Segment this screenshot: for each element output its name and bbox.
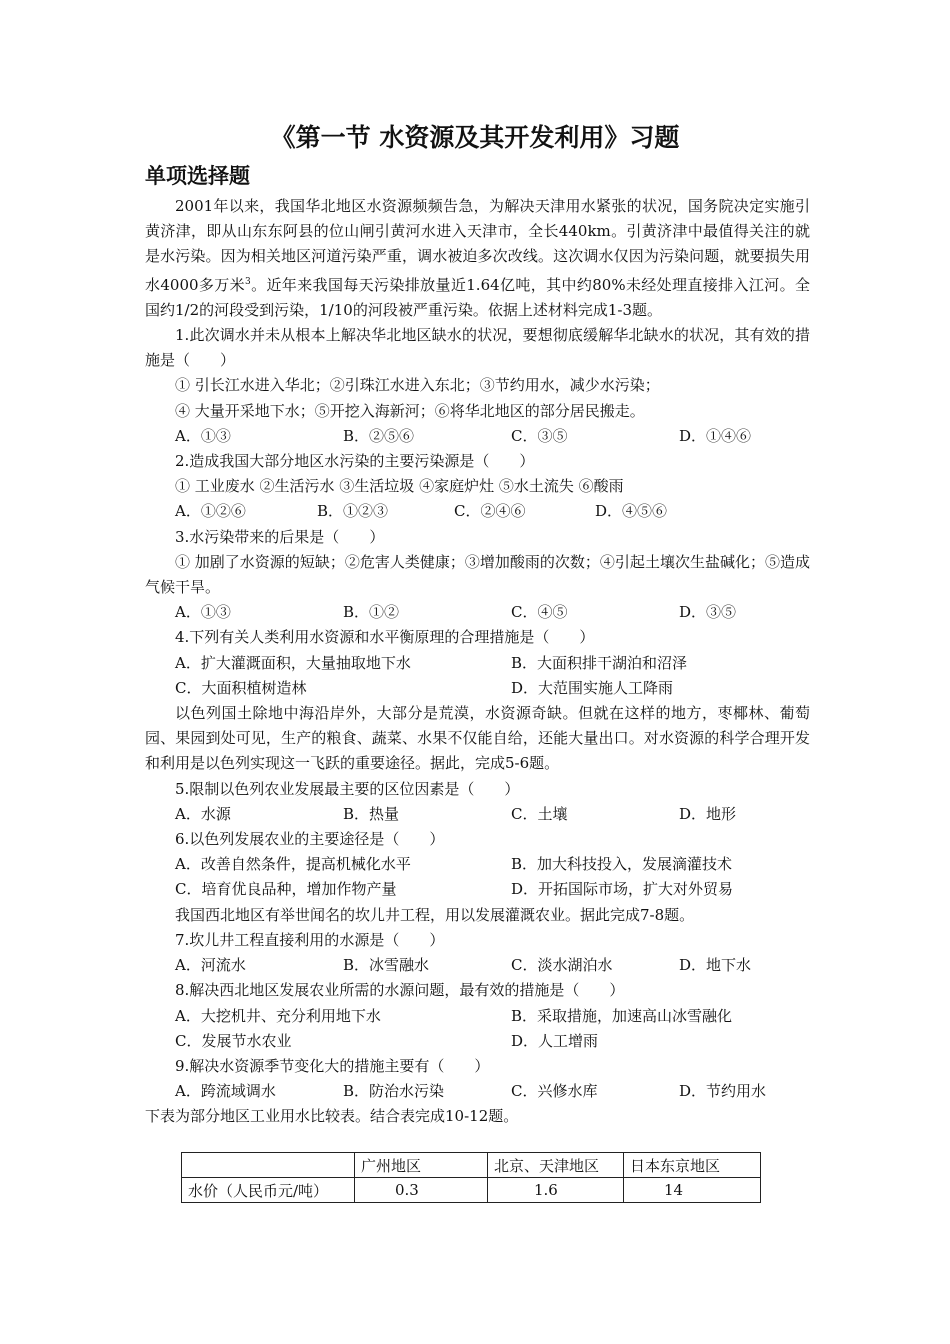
option-c: C．发展节水农业: [175, 1031, 292, 1050]
table-header-cell: 日本东京地区: [624, 1153, 761, 1178]
question-6-options: [145, 852, 810, 902]
option-a: A．水源: [175, 804, 231, 823]
option-b: B．采取措施，加速高山冰雪融化: [511, 1006, 733, 1025]
question-8-options: [145, 1004, 810, 1054]
table-header-cell: 北京、天津地区: [488, 1153, 624, 1178]
option-d: D．④⑤⑥: [595, 502, 668, 521]
table-cell: 0.3: [355, 1178, 488, 1203]
table-row: [182, 1178, 761, 1203]
question-4-stem: 4.下列有关人类利用水资源和水平衡原理的合理措施是（ ）: [175, 628, 595, 647]
question-1-stem: 1.此次调水并未从根本上解决华北地区缺水的状况，要想彻底缓解华北缺水的状况，其有效的措施是（ ）: [145, 326, 810, 370]
option-d: D．③⑤: [679, 603, 737, 622]
table-header-row: [182, 1153, 761, 1178]
option-a: A．改善自然条件，提高机械化水平: [175, 855, 411, 874]
option-b: B．②⑤⑥: [343, 426, 415, 445]
question-3-options: [145, 600, 810, 625]
question-9-options: [145, 1079, 810, 1104]
option-a: A．①③: [175, 603, 231, 622]
passage-2: 以色列国土除地中海沿岸外，大部分是荒漠，水资源奇缺。但就在这样的地方，枣椰林、葡萄园、果园到处可见，生产的粮食、蔬菜、水果不仅能自给，还能大量出口。对水资源的科学合理开发和利用是以色列实现这一飞跃的重要途径。据此，完成5-6题。: [145, 704, 810, 773]
question-1-item: ① 引长江水进入华北；②引珠江水进入东北；③节约用水，减少水污染；: [175, 376, 660, 395]
question-7-options: [145, 953, 810, 978]
option-a: A．河流水: [175, 956, 246, 975]
question-1-item: ④ 大量开采地下水；⑤开挖入海新河；⑥将华北地区的部分居民搬走。: [175, 401, 645, 420]
option-d: D．节约用水: [679, 1082, 767, 1101]
passage-1: 2001年以来，我国华北地区水资源频频告急，为解决天津用水紧张的状况，国务院决定实施引黄济津，即从山东东阿县的位山闸引黄河水进入天津市，全长440km。引黄济津中最值得关注的就是水污染。因为相关地区河道污染严重，调水被迫多次改线。这次调水仅因为污染问题，就要损失用水4000多万米$^3$。近年来我国每天污染排放量近1.64亿吨，其中约80%未经处理直接排入江河。全国约1/2的河段受到污染，1/10的河段被严重污染。依据上述材料完成1-3题。: [145, 197, 810, 319]
page-title: 《第一节 水资源及其开发利用》习题: [270, 123, 680, 152]
option-d: D．①④⑥: [679, 426, 752, 445]
question-7-stem: 7.坎儿井工程直接利用的水源是（ ）: [175, 930, 445, 949]
document-body: [145, 194, 810, 1130]
table-cell: 1.6: [488, 1178, 624, 1203]
option-d: D．地下水: [679, 956, 752, 975]
option-c: C．大面积植树造林: [175, 678, 307, 697]
question-5-stem: 5.限制以色列农业发展最主要的区位因素是（ ）: [175, 779, 520, 798]
option-d: D．大范围实施人工降雨: [511, 678, 674, 697]
water-price-table: [181, 1152, 761, 1203]
option-a: A．①③: [175, 426, 231, 445]
passage-3: 我国西北地区有举世闻名的坎儿井工程，用以发展灌溉农业。据此完成7-8题。: [175, 905, 695, 924]
option-d: D．人工增雨: [511, 1031, 599, 1050]
option-c: C．④⑤: [511, 603, 568, 622]
option-a: A．扩大灌溉面积，大量抽取地下水: [175, 653, 411, 672]
passage-4: 下表为部分地区工业用水比较表。结合表完成10-12题。: [145, 1107, 519, 1126]
option-c: C．土壤: [511, 804, 568, 823]
question-1-options: [145, 424, 810, 449]
option-a: A．①②⑥: [175, 502, 246, 521]
option-a: A．跨流域调水: [175, 1082, 276, 1101]
table-cell: 14: [624, 1178, 761, 1203]
option-c: C．③⑤: [511, 426, 568, 445]
option-b: B．大面积排干湖泊和沼泽: [511, 653, 688, 672]
option-b: B．①②: [343, 603, 400, 622]
option-d: D．地形: [679, 804, 737, 823]
option-a: A．大挖机井、充分利用地下水: [175, 1006, 381, 1025]
option-b: B．冰雪融水: [343, 956, 430, 975]
table-header-cell: 广州地区: [355, 1153, 488, 1178]
question-2-options: [145, 499, 810, 524]
question-5-options: [145, 802, 810, 827]
option-c: C．兴修水库: [511, 1082, 598, 1101]
question-2-item: ① 工业废水 ②生活污水 ③生活垃圾 ④家庭炉灶 ⑤水土流失 ⑥酸雨: [175, 477, 624, 496]
table-header-cell: [182, 1153, 355, 1178]
question-2-stem: 2.造成我国大部分地区水污染的主要污染源是（ ）: [175, 452, 535, 471]
option-b: B．热量: [343, 804, 400, 823]
option-b: B．防治水污染: [343, 1082, 445, 1101]
option-c: C．培育优良品种，增加作物产量: [175, 880, 397, 899]
option-b: B．加大科技投入，发展滴灌技术: [511, 855, 733, 874]
question-6-stem: 6.以色列发展农业的主要途径是（ ）: [175, 830, 445, 849]
option-b: B．①②③: [317, 502, 389, 521]
question-3-item: ① 加剧了水资源的短缺；②危害人类健康；③增加酸雨的次数；④引起土壤次生盐碱化；⑤造成气候干旱。: [145, 552, 810, 597]
table-cell: 水价（人民币元/吨）: [182, 1178, 355, 1203]
option-c: C．②④⑥: [454, 502, 526, 521]
question-8-stem: 8.解决西北地区发展农业所需的水源问题，最有效的措施是（ ）: [175, 981, 625, 1000]
question-4-options: [145, 651, 810, 701]
question-3-stem: 3.水污染带来的后果是（ ）: [175, 527, 385, 546]
section-heading: 单项选择题: [145, 164, 250, 188]
option-c: C．淡水湖泊水: [511, 956, 613, 975]
option-d: D．开拓国际市场，扩大对外贸易: [511, 880, 734, 899]
question-9-stem: 9.解决水资源季节变化大的措施主要有（ ）: [175, 1056, 490, 1075]
